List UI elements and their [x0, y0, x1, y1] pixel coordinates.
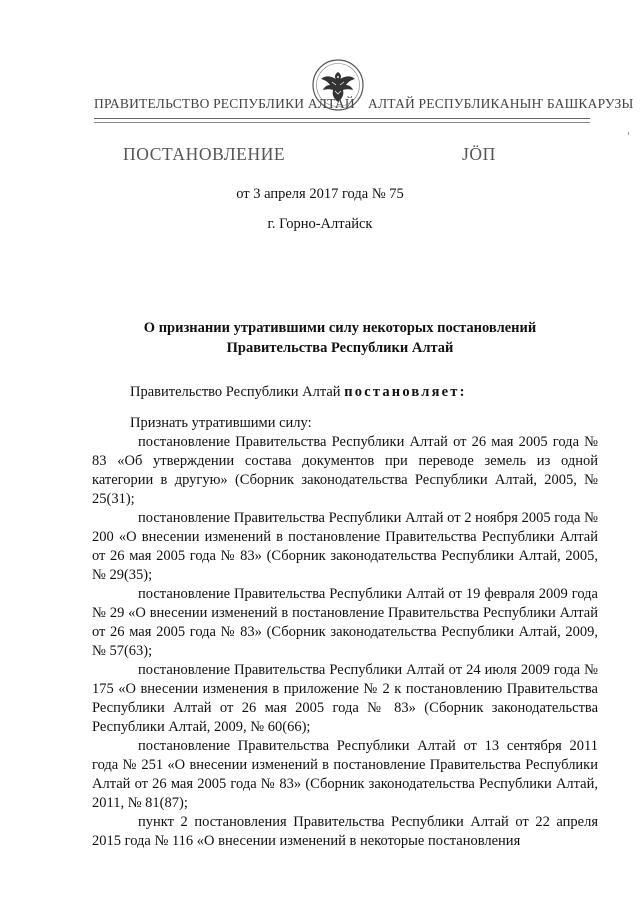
letterhead-rule-thin [94, 122, 590, 123]
document-type-ru: ПОСТАНОВЛЕНИЕ [123, 144, 286, 164]
lead-emphasis: постановляет: [344, 384, 467, 400]
organization-name-altai: АЛТАЙ РЕСПУБЛИКАНЫҤ БАШКАРУЗЫ [368, 96, 634, 111]
organization-name-ru: ПРАВИТЕЛЬСТВО РЕСПУБЛИКИ АЛТАЙ [94, 96, 355, 111]
title-line: О признании утратившими силу некоторых постановлений [143, 320, 537, 336]
repealed-item: постановление Правительства Республики Алтай от 13 сентября 2011 года № 251 «О внесении изменений в постановление Правительства Республики Алтай от 26 мая 2005 года № 83» (Сборник законодательства Республики Алтай, 2011, № 81(87); [92, 738, 598, 811]
lead-prefix: Правительство Республики Алтай [130, 384, 345, 400]
document-date-number: от 3 апреля 2017 года № 75 [236, 186, 404, 202]
scan-mark [628, 132, 629, 135]
repealed-item: постановление Правительства Республики Алтай от 24 июля 2009 года № 175 «О внесении изменения в приложение № 2 к постановлению Правительства Республики Алтай от 26 мая 2005 года № 83» (Сборник законодательства Республики Алтай, 2009, № 60(66); [92, 662, 598, 735]
resolution-lead [130, 384, 467, 401]
repealed-item: постановление Правительства Республики Алтай от 2 ноября 2005 года № 200 «О внесении изменений в постановление Правительства Республики Алтай от 26 мая 2005 года № 83» (Сборник законодательства Республики Алтай, 2005, № 29(35); [92, 510, 598, 583]
repealed-item: постановление Правительства Республики Алтай от 26 мая 2005 года № 83 «Об утверждении состава документов при переводе земель из одной категории в другую» (Сборник законодательства Республики Алтай, 2005, № 25(31); [92, 434, 598, 507]
document-body [92, 414, 598, 851]
document-type-altai: ЈӦП [462, 144, 496, 164]
document-title [90, 318, 590, 358]
repealed-item: пункт 2 постановления Правительства Республики Алтай от 22 апреля 2015 года № 116 «О внесении изменений в некоторые постановления [92, 814, 598, 849]
letterhead-rule [94, 118, 590, 119]
repealed-item: постановление Правительства Республики Алтай от 19 февраля 2009 года № 29 «О внесении изменений в постановление Правительства Республики Алтай от 26 мая 2005 года № 83» (Сборник законодательства Республики Алтай, 2009, № 57(63); [92, 586, 598, 659]
title-line: Правительства Республики Алтай [226, 340, 454, 356]
document-city: г. Горно-Алтайск [267, 216, 373, 232]
body-intro: Признать утратившими силу: [130, 415, 312, 431]
